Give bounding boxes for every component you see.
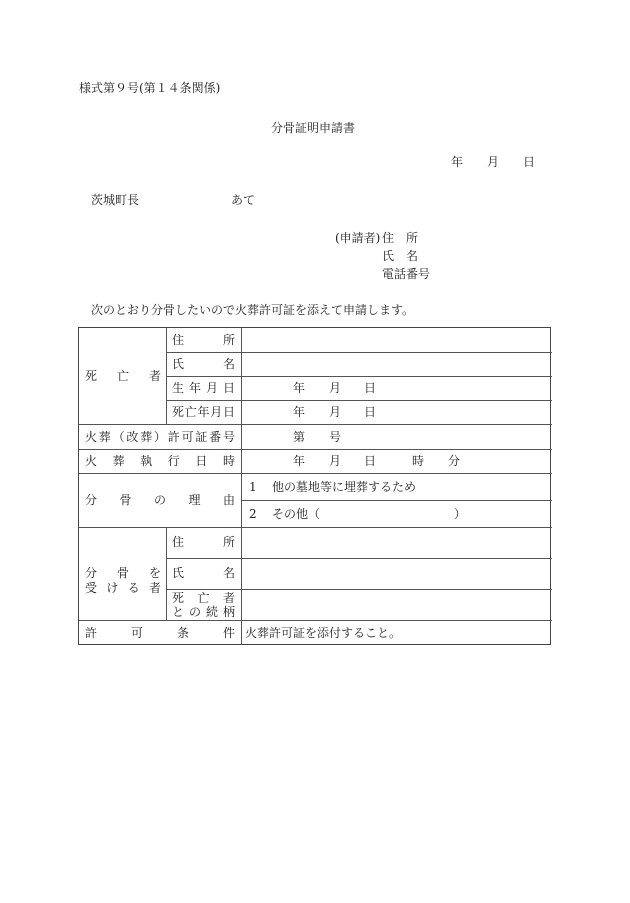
conditions-label: 許可条件 — [85, 626, 235, 640]
deceased-name-field[interactable] — [242, 353, 551, 376]
cremation-datetime-label: 火葬執行日時 — [85, 454, 235, 468]
permit-go: 号 — [329, 430, 342, 444]
reason-label: 分骨の理由 — [85, 493, 235, 507]
recipient-label-line1: 分骨を — [85, 566, 161, 580]
birth-month: 月 — [329, 381, 342, 395]
reason-option2-close: ） — [454, 507, 467, 521]
addressee-name: 茨城町長 — [91, 193, 140, 207]
conditions-value: 火葬許可証を添付すること。 — [245, 626, 402, 640]
recipient-label-line2: 受ける者 — [85, 581, 161, 595]
application-table — [78, 327, 551, 645]
relation-field[interactable] — [242, 590, 551, 620]
cremation-year: 年 — [293, 454, 306, 468]
death-date-label: 死亡年月日 — [172, 405, 235, 419]
permit-number-label: 火葬（改葬）許可証番号 — [85, 430, 235, 444]
reason-option2[interactable]: その他（ — [272, 507, 321, 521]
date-day: 日 — [523, 155, 536, 169]
applicant-name-label: 氏 名 — [382, 249, 419, 263]
permit-dai: 第 — [293, 430, 306, 444]
intro-text: 次のとおり分骨したいので火葬許可証を添えて申請します。 — [91, 303, 415, 317]
applicant-label: (申請者) — [335, 231, 381, 245]
recipient-address-label: 住所 — [172, 535, 235, 549]
cremation-day: 日 — [364, 454, 377, 468]
applicant-phone-label: 電話番号 — [382, 267, 431, 281]
recipient-name-field[interactable] — [242, 559, 551, 589]
reason-option1-number: 1 — [249, 480, 257, 494]
deceased-address-label: 住所 — [172, 333, 235, 347]
death-day: 日 — [364, 405, 377, 419]
birth-day: 日 — [364, 381, 377, 395]
cremation-hour: 時 — [412, 454, 425, 468]
death-month: 月 — [329, 405, 342, 419]
cremation-month: 月 — [329, 454, 342, 468]
recipient-address-field[interactable] — [242, 528, 551, 558]
relation-label-line2: との続柄 — [172, 605, 235, 619]
addressee-suffix: あて — [231, 193, 256, 207]
form-number: 様式第９号(第１４条関係) — [79, 81, 221, 95]
date-year: 年 — [451, 155, 464, 169]
deceased-name-label: 氏名 — [172, 357, 235, 371]
deceased-label: 死亡者 — [85, 369, 161, 383]
recipient-name-label: 氏名 — [172, 566, 235, 580]
reason-option2-number: 2 — [249, 507, 257, 521]
date-month: 月 — [487, 155, 500, 169]
reason-option1[interactable]: 他の墓地等に埋葬するため — [272, 480, 417, 494]
cremation-minute: 分 — [448, 454, 461, 468]
death-year: 年 — [293, 405, 306, 419]
birth-date-label: 生年月日 — [172, 381, 235, 395]
applicant-address-label: 住 所 — [382, 231, 419, 245]
birth-year: 年 — [293, 381, 306, 395]
deceased-address-field[interactable] — [242, 328, 551, 351]
page-title: 分骨証明申請書 — [271, 121, 356, 135]
relation-label-line1: 死亡者 — [172, 591, 235, 605]
